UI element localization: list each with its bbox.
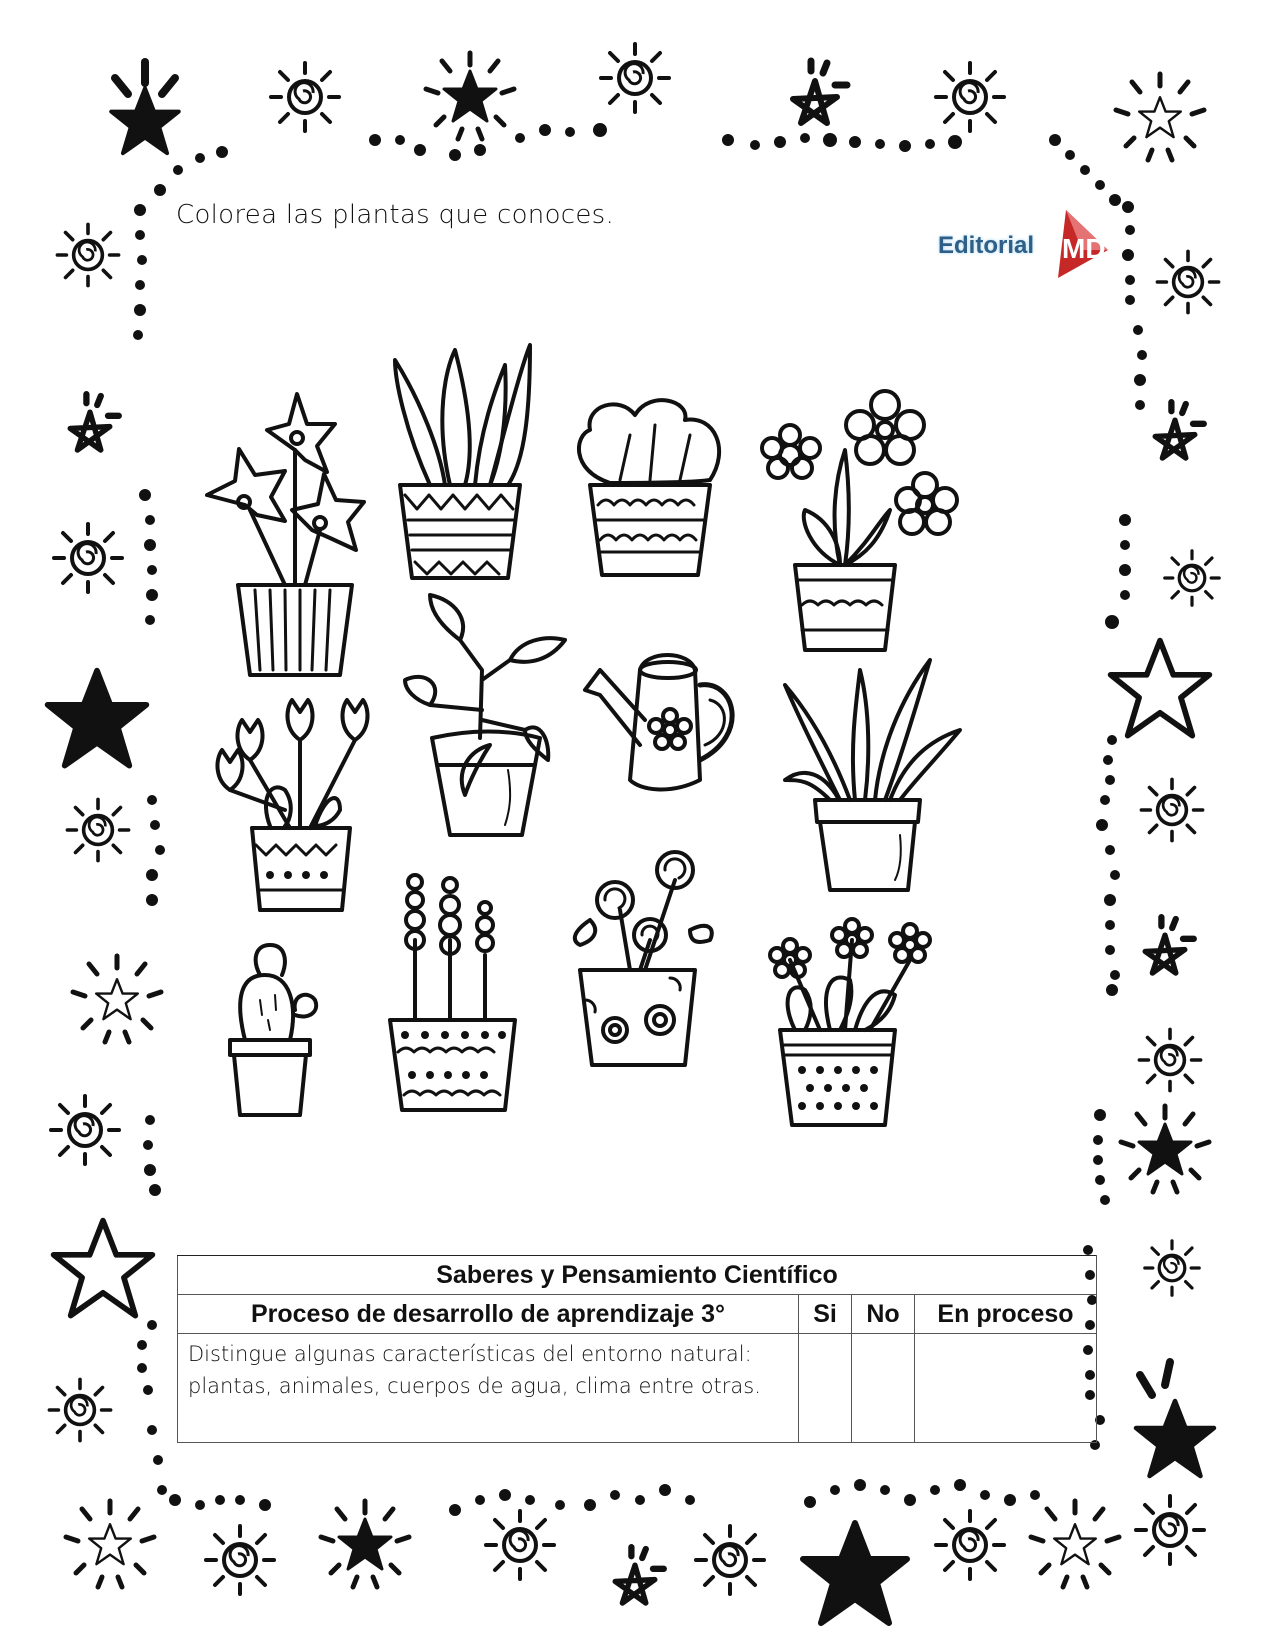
header-si: Si xyxy=(799,1295,852,1334)
plant-illustrations xyxy=(190,340,1050,1180)
logo-mark-icon xyxy=(1048,210,1108,280)
sun-icon xyxy=(271,63,339,131)
star-icon xyxy=(111,62,179,153)
flowers-pot-icon xyxy=(207,394,364,675)
roses-pot-icon xyxy=(575,852,712,1065)
learning-description: Distingue algunas características del entorno natural: plantas, animales, cuerpos de agua, clima entre otras. xyxy=(178,1334,799,1443)
daisy-flowers-pot-icon xyxy=(770,919,930,1125)
header-no: No xyxy=(852,1295,915,1334)
star-icon xyxy=(793,61,847,123)
checkbox-cell-en-proceso[interactable] xyxy=(915,1334,1097,1443)
logo-text: Editorial xyxy=(938,232,1035,259)
leafy-plant-icon xyxy=(579,400,719,575)
tulips-pot-icon xyxy=(217,700,367,910)
watering-can-icon xyxy=(585,655,732,789)
flowers-dotted-pot-icon xyxy=(762,391,957,650)
snake-plant-icon xyxy=(395,345,530,578)
spider-plant-pot-icon xyxy=(785,660,960,890)
checkbox-cell-si[interactable] xyxy=(799,1334,852,1443)
publisher-logo xyxy=(938,210,1108,280)
leaf-plant-pot-icon xyxy=(405,595,565,835)
checkbox-cell-no[interactable] xyxy=(852,1334,915,1443)
cactus-pot-icon xyxy=(230,945,316,1115)
star-icon xyxy=(1116,74,1204,160)
table-row xyxy=(178,1334,1097,1443)
table-title: Saberes y Pensamiento Científico xyxy=(178,1256,1097,1295)
header-en-proceso: En proceso xyxy=(915,1295,1097,1334)
svg-text:MD: MD xyxy=(1062,233,1106,264)
evaluation-table xyxy=(177,1255,1097,1443)
header-learning-process: Proceso de desarrollo de aprendizaje 3° xyxy=(178,1295,799,1334)
lupine-flowers-pot-icon xyxy=(390,875,515,1110)
star-icon xyxy=(426,53,514,139)
instruction-text: Colorea las plantas que conoces. xyxy=(176,200,615,230)
